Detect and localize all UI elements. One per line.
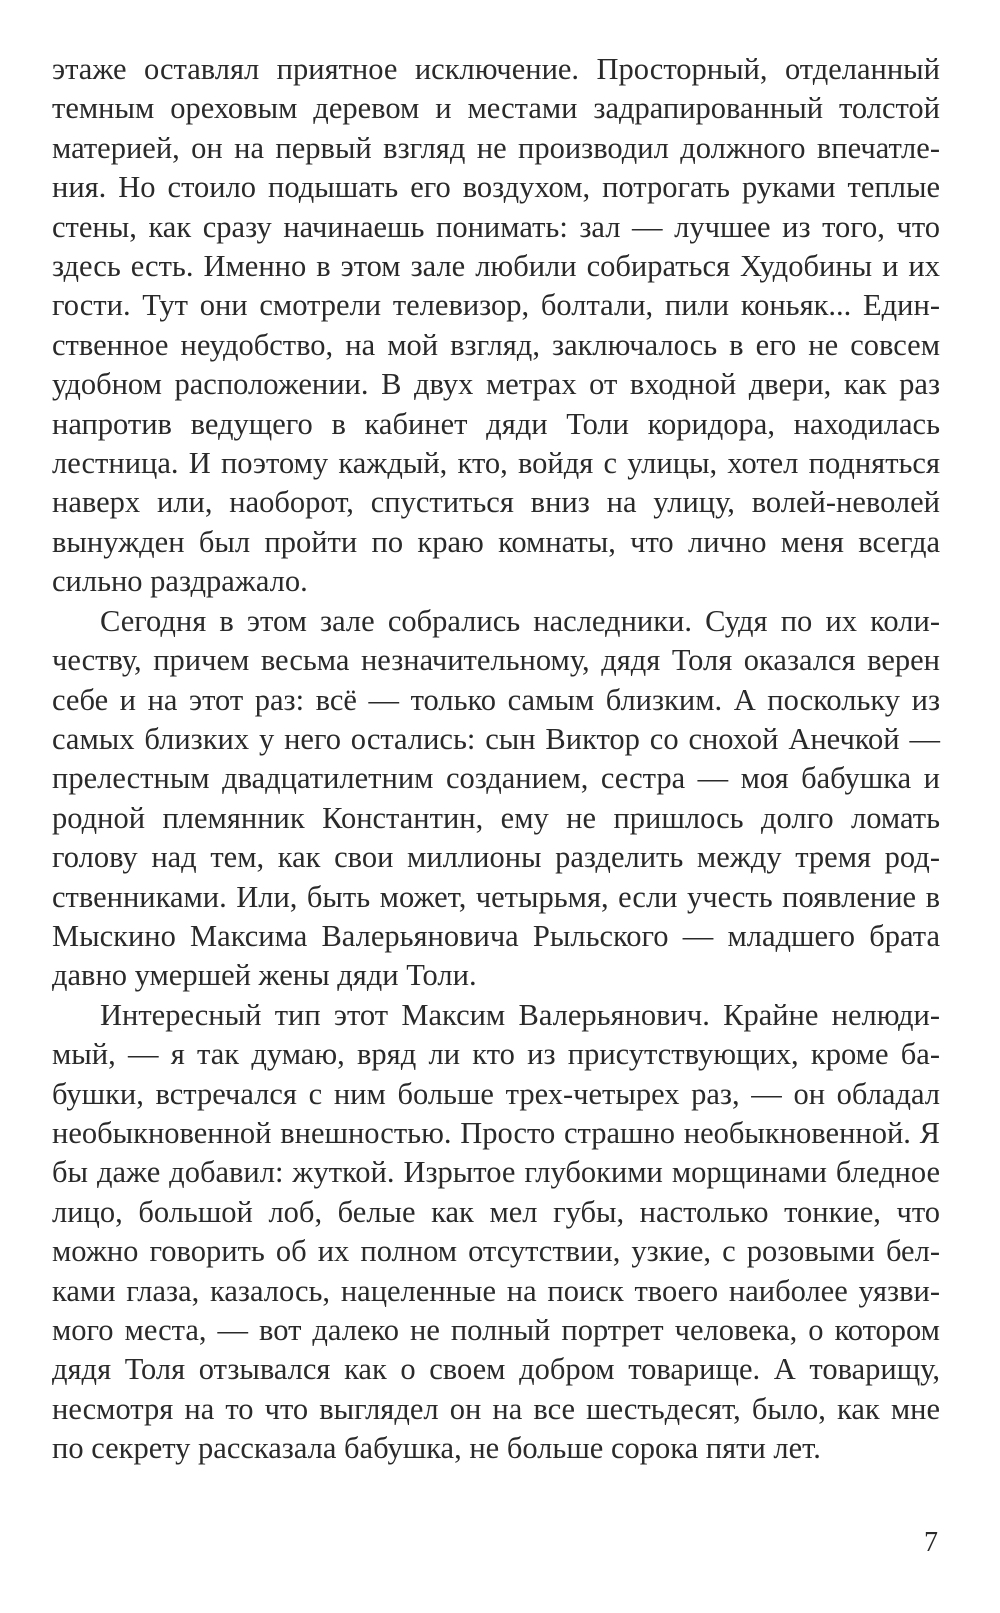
paragraph-3: Интересный тип этот Максим Валерьянович. Крайне нелюдимый, — я так думаю, вряд ли кто из присутствующих, кроме бабушки, встречался с ним больше трех-четырех раз, — он обладал необыкновенной внешностью. Просто страшно необыкновенной. Я бы даже добавил: жуткой. Изрытое глубокими морщинами бледное лицо, большой лоб, белые как мел губы, настолько тонкие, что можно говорить об их полном отсутствии, узкие, с розовыми белками глаза, казалось, нацеленные на поиск твоего наиболее уязвимого места, — вот далеко не полный портрет человека, о котором дядя Толя отзывался как о своем добром товарище. А товарищу, несмотря на то что выглядел он на все шестьдесят, было, как мне по секрету рассказала бабушка, не больше сорока пяти лет. bbox=[52, 997, 940, 1466]
paragraph-1: этаже оставлял приятное исключение. Просторный, отделанный темным ореховым деревом и местами задрапированный толстой материей, он на первый взгляд не производил должного впечатления. Но стоило подышать его воздухом, потрогать руками теплые стены, как сразу начинаешь понимать: зал — лучшее из того, что здесь есть. Именно в этом зале любили собираться Худобины и их гости. Тут они смотрели телевизор, болтали, пили коньяк... Единственное неудобство, на мой взгляд, заключалось в его не совсем удобном расположении. В двух метрах от входной двери, как раз напротив ведущего в кабинет дяди Толи коридора, находилась лестница. И поэтому каждый, кто, войдя с улицы, хотел подняться наверх или, наоборот, спуститься вниз на улицу, волей-неволей вынужден был пройти по краю комнаты, что лично меня всегда сильно раздражало. bbox=[52, 52, 940, 599]
book-page bbox=[52, 50, 940, 1550]
page-number: 7 bbox=[924, 1527, 938, 1558]
paragraph-2: Сегодня в этом зале собрались наследники. Судя по их количеству, причем весьма незначительному, дядя Толя оказался верен себе и на этот раз: всё — только самым близким. А поскольку из самых близких у него остались: сын Виктор со снохой Анечкой — прелестным двадцатилетним созданием, сестра — моя бабушка и родной племянник Константин, ему не пришлось долго ломать голову над тем, как свои миллионы разделить между тремя родственниками. Или, быть может, четырьмя, если учесть появление в Мыскино Максима Валерьяновича Рыльского — младшего брата давно умершей жены дяди Толи. bbox=[52, 603, 940, 993]
